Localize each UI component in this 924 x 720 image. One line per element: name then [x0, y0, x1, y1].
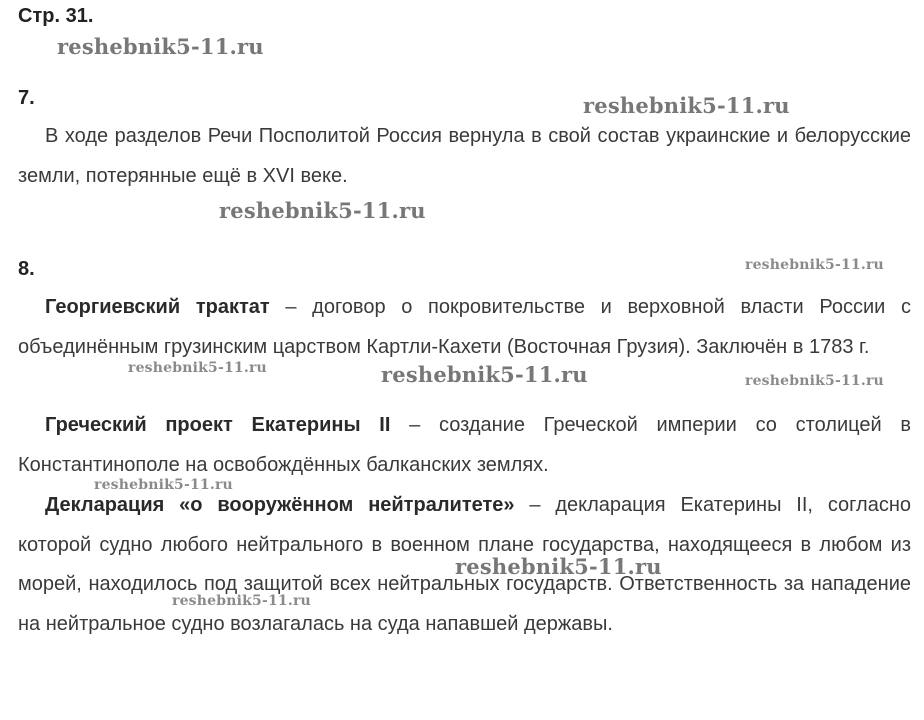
definition-georgievsky — [18, 288, 911, 367]
watermark: reshebnik5-11.ru — [745, 257, 884, 273]
definition-armed-neutrality-text: – декларация Екатерины II, согласно которой судно любого нейтрального в военном плане государства, находящееся в любом из морей, находилось под защитой всех нейтральных государств. Ответственность за нападение на нейтральное судно возлагалась на суда напавшей державы. — [18, 494, 911, 635]
watermark: reshebnik5-11.ru — [455, 554, 662, 579]
watermark: reshebnik5-11.ru — [745, 373, 884, 389]
term-armed-neutrality: Декларация «о вооружённом нейтралитете» — [45, 494, 515, 516]
task-7-number: 7. — [18, 87, 35, 109]
term-greek-project: Греческий проект Екатерины II — [45, 414, 391, 436]
page-label: Стр. 31. — [18, 5, 94, 27]
watermark: reshebnik5-11.ru — [128, 360, 267, 376]
term-georgievsky: Георгиевский трактат — [45, 296, 270, 318]
definition-greek-project-text: – создание Греческой империи со столицей в Константинополе на освобождённых балканских землях. — [18, 414, 911, 476]
watermark: reshebnik5-11.ru — [172, 593, 311, 609]
definition-greek-project — [18, 406, 911, 485]
task-8-number: 8. — [18, 258, 35, 280]
watermark: reshebnik5-11.ru — [583, 93, 790, 118]
watermark: reshebnik5-11.ru — [57, 34, 264, 59]
watermark: reshebnik5-11.ru — [94, 477, 233, 493]
watermark: reshebnik5-11.ru — [219, 198, 426, 223]
definition-georgievsky-text: – договор о покровительстве и верховной власти России с объединённым грузинским царством Картли-Кахети (Восточная Грузия). Заключён в 1783 г. — [18, 296, 912, 358]
watermark: reshebnik5-11.ru — [381, 362, 588, 387]
task-7-text: В ходе разделов Речи Посполитой Россия вернула в свой состав украинские и белорусские земли, потерянные ещё в XVI веке. — [18, 125, 911, 187]
